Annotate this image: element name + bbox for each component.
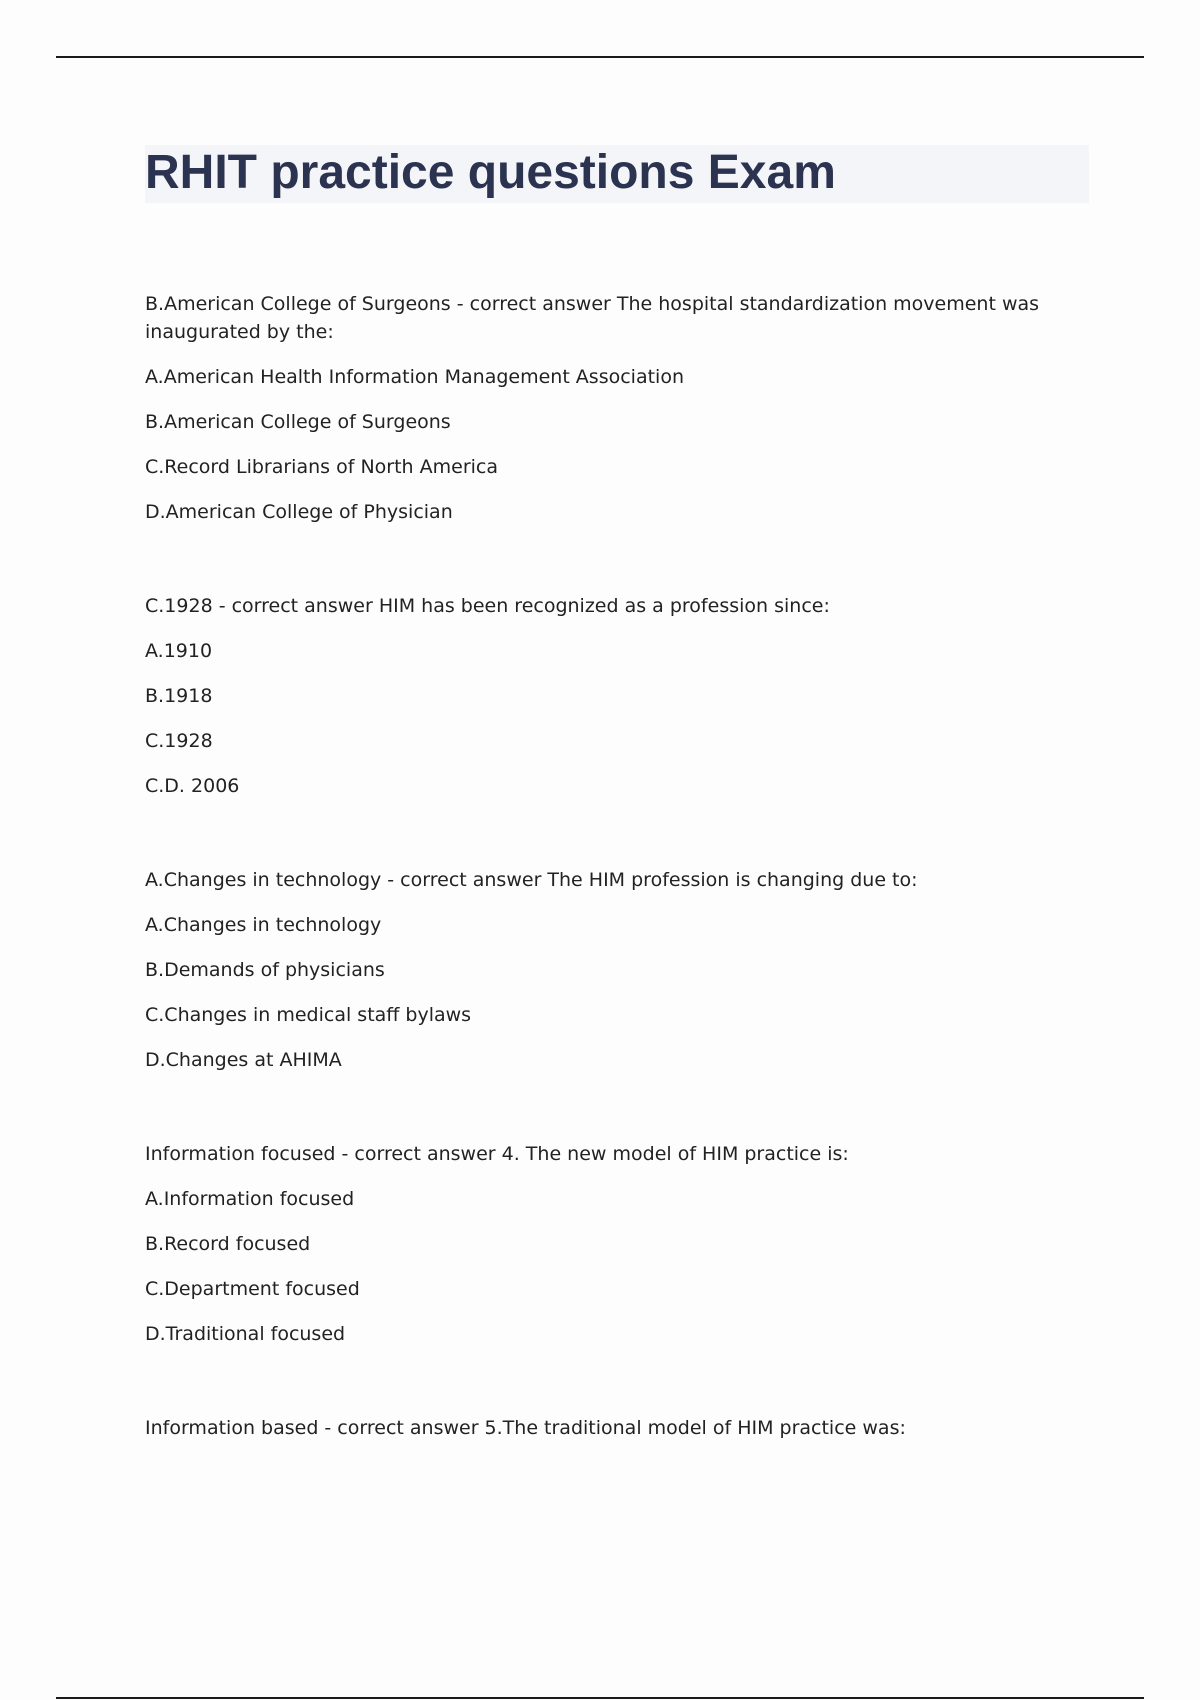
answer-option: D.Traditional focused <box>145 1323 346 1345</box>
answer-option: C.Changes in medical staff bylaws <box>145 1004 472 1026</box>
answer-option: B.1918 <box>145 685 213 707</box>
answer-option: A.American Health Information Management Association <box>145 366 684 388</box>
answer-option: B.American College of Surgeons <box>145 411 451 433</box>
answer-option: C.1928 <box>145 730 213 752</box>
question-block <box>145 290 1045 526</box>
question-text: B.American College of Surgeons - correct answer The hospital standardization movement was inaugurated by the: <box>145 293 1040 343</box>
answer-option: B.Record focused <box>145 1233 311 1255</box>
footer-rule <box>56 1697 1144 1699</box>
question-text: A.Changes in technology - correct answer The HIM profession is changing due to: <box>145 869 918 891</box>
answer-option: A.1910 <box>145 640 213 662</box>
answer-option: C.Record Librarians of North America <box>145 456 498 478</box>
question-block <box>145 1140 1045 1348</box>
question-block <box>145 866 1045 1074</box>
document-title: RHIT practice questions Exam <box>145 146 836 199</box>
answer-option: D.American College of Physician <box>145 501 453 523</box>
question-text: Information focused - correct answer 4. The new model of HIM practice is: <box>145 1143 849 1165</box>
question-block <box>145 1414 1045 1442</box>
answer-option: B.Demands of physicians <box>145 959 385 981</box>
question-text: C.1928 - correct answer HIM has been recognized as a profession since: <box>145 595 830 617</box>
question-text: Information based - correct answer 5.The traditional model of HIM practice was: <box>145 1417 906 1439</box>
answer-option: A.Changes in technology <box>145 914 382 936</box>
questions-list <box>145 290 1045 1508</box>
question-block <box>145 592 1045 800</box>
answer-option: C.D. 2006 <box>145 775 240 797</box>
answer-option: C.Department focused <box>145 1278 360 1300</box>
answer-option: D.Changes at AHIMA <box>145 1049 342 1071</box>
answer-option: A.Information focused <box>145 1188 355 1210</box>
header-rule <box>56 56 1144 58</box>
